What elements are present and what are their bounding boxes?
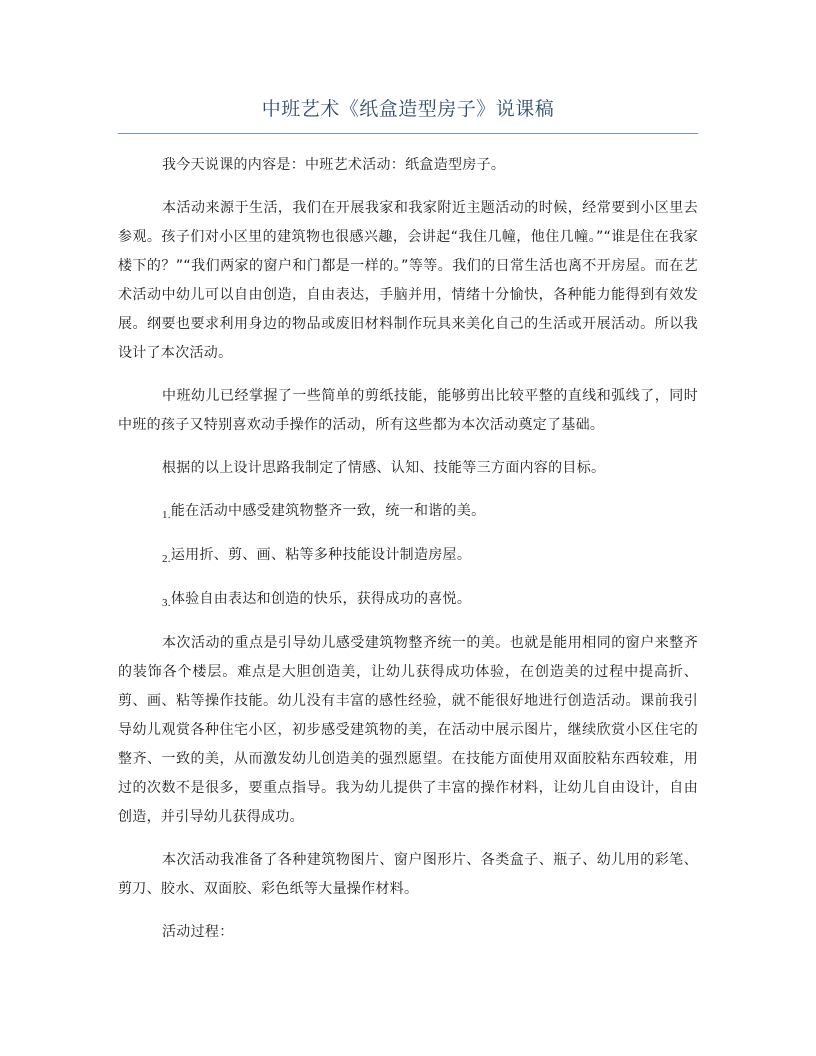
title-divider <box>118 133 698 134</box>
goal-item-2 <box>118 541 698 571</box>
goal-text: 能在活动中感受建筑物整齐一致，统一和谐的美。 <box>170 503 486 519</box>
goal-text: 运用折、剪、画、粘等多种技能设计制造房屋。 <box>170 547 472 563</box>
process-heading: 活动过程： <box>162 924 234 940</box>
goal-text: 体验自由表达和创造的快乐，获得成功的喜悦。 <box>170 591 472 607</box>
goal-number: 3. <box>162 597 171 609</box>
goal-number: 1. <box>162 509 171 521</box>
key-points-paragraph: 本次活动的重点是引导幼儿感受建筑物整齐统一的美。也就是能用相同的窗户来整齐的装饰各个楼层。难点是大胆创造美，让幼儿获得成功体验，在创造美的过程中提高折、剪、画、粘等操作技能。幼儿没有丰富的感性经验，就不能很好地进行创造活动。课前我引导幼儿观赏各种住宅小区，初步感受建筑物的美，在活动中展示图片，继续欣赏小区住宅的整齐、一致的美，从而激发幼儿创造美的强烈愿望。在技能方面使用双面胶粘东西较难，用过的次数不是很多，要重点指导。我为幼儿提供了丰富的操作材料，让幼儿自由设计，自由创造，并引导幼儿获得成功。 <box>118 635 698 825</box>
document-title: 中班艺术《纸盒造型房子》说课稿 <box>261 98 555 120</box>
background-paragraph: 本活动来源于生活，我们在开展我家和我家附近主题活动的时候，经常要到小区里去参观。孩子们对小区里的建筑物也很感兴趣，会讲起“我住几幢，他住几幢。”“谁是住在我家楼下的？”“我们两家的窗户和门都是一样的。”等等。我们的日常生活也离不开房屋。而在艺术活动中幼儿可以自由创造，自由表达，手脑并用，情绪十分愉快，各种能力能得到有效发展。纲要也要求利用身边的物品或废旧材料制作玩具来美化自己的生活或开展活动。所以我设计了本次活动。 <box>118 200 698 361</box>
goals-intro-paragraph: 根据的以上设计思路我制定了情感、认知、技能等三方面内容的目标。 <box>162 460 606 476</box>
learner-analysis-paragraph: 中班幼儿已经掌握了一些简单的剪纸技能，能够剪出比较平整的直线和弧线了，同时中班的孩子又特别喜欢动手操作的活动，所有这些都为本次活动奠定了基础。 <box>118 388 698 433</box>
goal-item-1 <box>118 497 698 527</box>
document-body <box>118 151 698 961</box>
goal-number: 2. <box>162 553 171 565</box>
materials-paragraph: 本次活动我准备了各种建筑物图片、窗户图形片、各类盒子、瓶子、幼儿用的彩笔、剪刀、胶水、双面胶、彩色纸等大量操作材料。 <box>118 852 698 897</box>
intro-paragraph: 我今天说课的内容是：中班艺术活动：纸盒造型房子。 <box>162 157 506 173</box>
goal-item-3 <box>118 585 698 615</box>
